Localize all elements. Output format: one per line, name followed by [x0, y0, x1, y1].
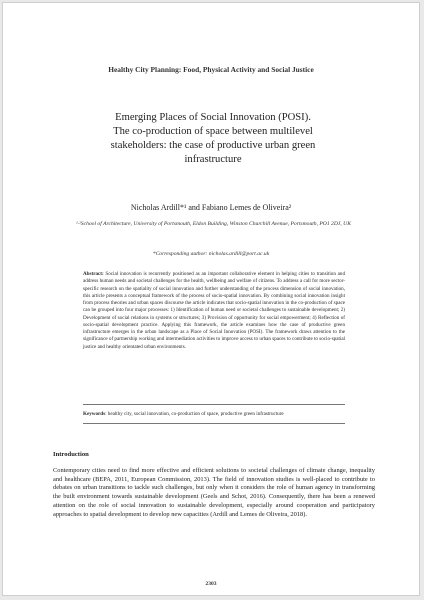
title-line: stakeholders: the case of productive urban green [110, 140, 316, 151]
section-heading-introduction: Introduction [53, 451, 89, 458]
title-line: The co-production of space between multilevel [113, 126, 313, 137]
keywords-text: : healthy city, social innovation, co-production of space, productive green infrastructure [105, 411, 284, 417]
divider [83, 404, 345, 405]
keywords-label: Keywords [83, 411, 106, 417]
running-head: Healthy City Planning: Food, Physical Activity and Social Justice [108, 65, 314, 74]
title-line: Emerging Places of Social Innovation (POSI). [115, 112, 311, 123]
paper-title [63, 111, 363, 167]
title-line: infrastructure [184, 154, 242, 165]
author-list: Nicholas Ardill*¹ and Fabiano Lemes de Oliveira² [130, 203, 292, 212]
divider [83, 423, 345, 424]
abstract [83, 271, 345, 351]
keywords [83, 411, 345, 418]
introduction-paragraph: Contemporary cities need to find more effective and efficient solutions to societal challenges of climate change, inequality and healthcare (BEPA, 2011, European Commission, 2013). The field of innovation studies is well-placed to contribute to debates on urban transitions to tackle such challenges, but only when it considers the role of human agency in transforming the built environment towards sustainable development (Geels and Schot, 2016). Consequently, there has been a renewed attention on the role of social innovation to sustainable development, especially around cooperation and participatory approaches to spatial development to develop new capacities (Ardill and Lemes de Oliveira, 2018). [53, 467, 375, 518]
corresponding-author: *Corresponding author: nicholas.ardill@port.ac.uk [152, 251, 270, 257]
page-number: 2303 [205, 581, 217, 587]
paper-page [2, 2, 420, 596]
author-affiliation: ¹·²School of Architecture, University of Portsmouth, Eldon Building, Winston Churchill Avenue, Portsmouth, PO1 2DJ, UK [76, 221, 351, 227]
abstract-label: Abstract: [83, 271, 104, 277]
abstract-text: Social innovation is recurrently positioned as an important collaborative element in helping cities to transition and address human needs and societal challenges for the health, wellbeing and welfare of citizens. To address a call for more sector-specific research on the spatiality of social innovation and further understanding of the process dimension of social innovation, this article presents a conceptual framework of the process of socio-spatial innovation. By combining social innovation insight from process theories and urban spaces discourse the article indicates that socio-spatial innovation in the co-production of space can be grouped into four major processes: 1) Identification of human need or societal challenges to sustainable development; 2) Development of social relations in systems or structures; 3) Provision of opportunity for social empowerment; 4) Reflection of socio-spatial development practice. Applying this framework, the article examines how the case of productive green infrastructure emerges in the urban landscape as a Place of Social Innovation (POSI). The framework draws attention to the significance of partnership working and intermediation activities to improve access to urban spaces to contribute to socio-spatial justice and healthy orientated urban environments. [83, 271, 345, 350]
